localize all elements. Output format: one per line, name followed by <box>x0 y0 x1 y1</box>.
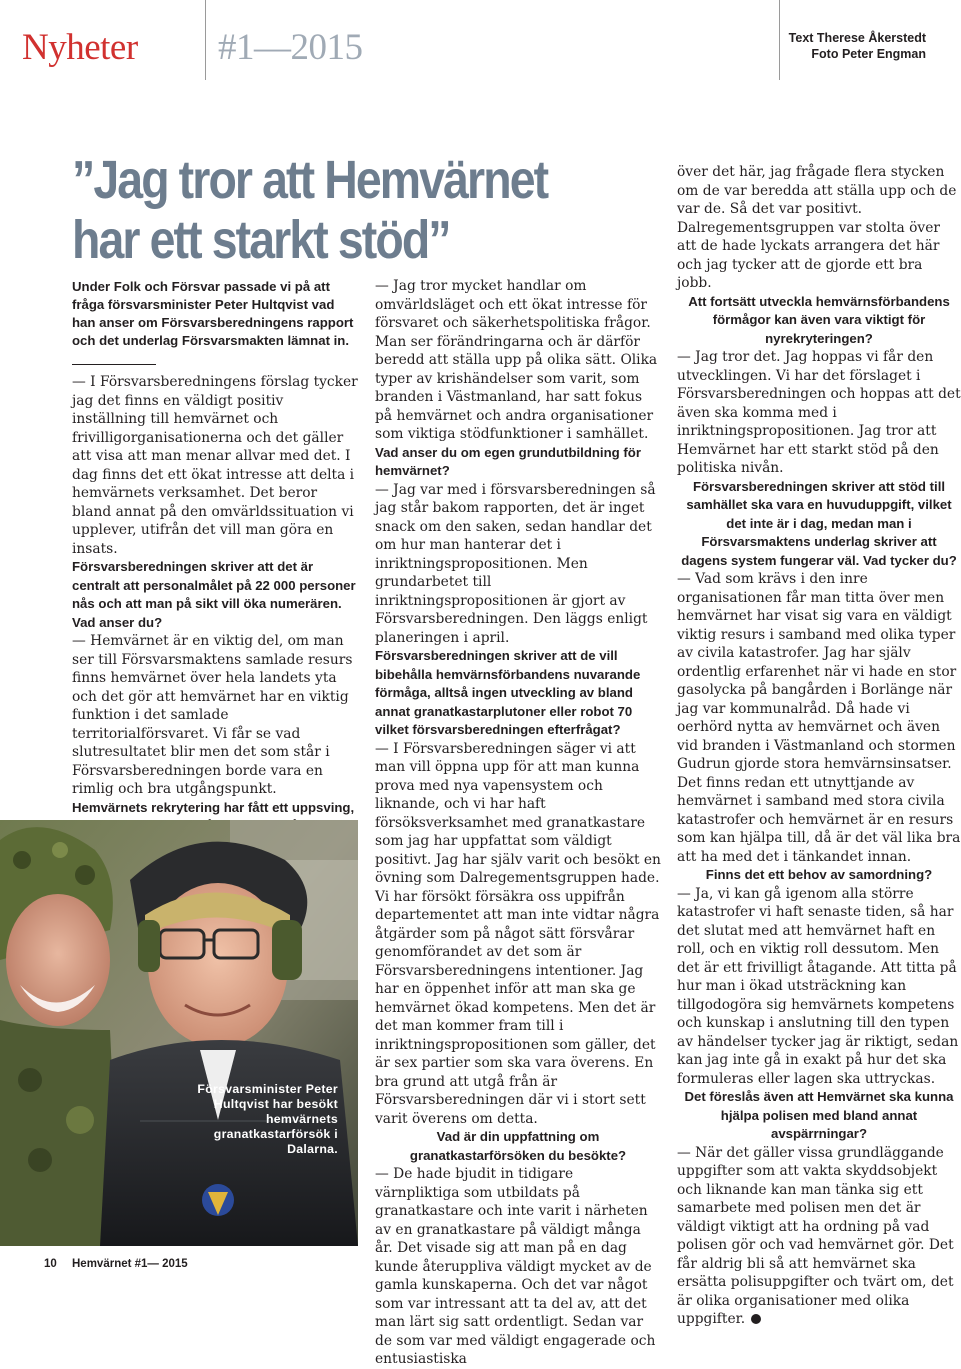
answer-paragraph: — Hemvärnet är en viktig del, om man ser till Försvarsmaktens samlade resurs finns hemvärnet över hela landets yta och det gör att hemvärnet har en viktig funktion i det samlade territorialförsvaret. Vi får se vad slutresultatet blir men det som står i Försvarsberedningen borde vara en rimlig och bra utgångspunkt. <box>72 633 353 797</box>
answer-paragraph: — Jag tror det. Jag hoppas vi får den utvecklingen. Vi har det förslaget i Försvarsberedningen och hoppas att det även ska komma med i inriktningspropositionen. Jag tror att Hemvärnet har ett starkt stöd på den politiska nivån. <box>677 349 961 476</box>
answer-paragraph: — I Försvarsberedningens förslag tycker jag det finns en väldigt positiv inställning till hemvärnet och frivilligorganisationerna och det gäller att visa att man menar allvar med det. I dag finns det ett ökat intresse att delta i hemvärnets verksamhet. Det beror bland annat på den omvärldssituation vi upplever, utifrån det vill man göra en insats. <box>72 374 358 557</box>
interview-question: Vad anser du om egen grundutbildning för hemvärnet? <box>375 444 641 478</box>
answer-paragraph: — I Försvarsberedningen säger vi att man vill öppna upp för att man kunna prova med nya vapensystem och liknande, och vi har haft försöksverksamhet med granatkastare som jag har uppfattat som väldigt positivt. Jag har själv varit och besökt en övning som Dalregementsgruppen hade. Vi har försökt försäkra oss uppifrån departementet att man inte vidtar några åtgärder som på något sätt försvårar genomförandet av det som är Försvarsberedningens intentioner. Jag har en öppenhet inför att man ska ge hemvärnet ökad kompetens. Men det är det man kommer fram till i inriktningspropositionen som gäller, det är sex partier som ska vara överens. En bra grund att utgå från är Försvarsberedningen där vi i stort sett varit överens om detta. <box>375 740 661 1127</box>
interview-question: Försvarsberedningen skriver att det är centralt att personalmålet på 22 000 personer nås och att man på sikt vill öka numerären. Vad anser du? <box>72 559 356 630</box>
byline <box>726 30 926 62</box>
section-title: Nyheter <box>22 27 138 68</box>
answer-paragraph: — Jag tror mycket handlar om omvärldsläget och ett ökat intresse för försvaret och säkerhetspolitiska frågor. Man ser förändringarna och är därför beredd att ställa upp på olika sätt. Olika typer av krishändelser som varit, som branden i Västmanland, har satt fokus på hemvärnet och andra organisationer som viktiga stödfunktioner i samhället. <box>375 278 658 442</box>
answer-paragraph <box>677 1144 961 1329</box>
article-column-1 <box>72 278 360 854</box>
article-headline <box>72 150 554 270</box>
article-photo <box>0 820 358 1246</box>
interview-question: Försvarsberedningen skriver att de vill bibehålla hemvärnsförbandens nuvarande förmåga, alltså ingen utveckling av bland annat granatkastarplutoner eller robot 70 vilket försvarsberedningen efterfrågat? <box>375 648 641 737</box>
issue-label: #1—2015 <box>218 27 363 68</box>
answer-paragraph: — Jag var med i försvarsberedningen så jag står bakom rapporten, det är inget snack om den saken, sedan handlar det om hur man hanterar det i inriktningspropositionen. Men grundarbetet till inriktningspropositionen är gjort av Försvarsberedningen. Den läggs enligt planeringen i april. <box>375 481 656 646</box>
headline-line-1: ”Jag tror att Hemvärnet <box>72 150 548 210</box>
intro-divider <box>72 364 156 365</box>
headline-line-2: har ett starkt stöd” <box>72 210 450 270</box>
photo-illustration <box>0 820 358 1246</box>
header-divider <box>205 0 206 80</box>
article-column-3 <box>677 163 961 1329</box>
answer-paragraph: — Vad som krävs i den inre organisationen får man titta över men hemvärnet har visat sig vara en väldigt viktig resurs i samband med olika typer av civila katastrofer. Jag har själv ordentlig erfarenhet när vi hade en stor gasolycka på bangården i Borlänge när jag var kommunalråd. Då hade vi oerhörd nytta av hemvärnet och även vid branden i Västmanland och stormen Gudrun gjorde stora hemvärnsinsatser. Det finns redan ett utnyttjande av hemvärnet i samband med stora civila katastrofer och hemvärnet är en resurs som kan hjälpa till, då är det väl lika bra att ha med det i tänkandet innan. <box>677 571 961 865</box>
answer-paragraph: över det här, jag frågade flera stycken om de var beredda att ställa upp och de var de. Så det var positivt. Dalregementsgruppen var stolta över att de hade lyckats arrangera det här och jag tycker att de gjorde ett bra jobb. <box>677 164 957 291</box>
interview-question: Att fortsätt utveckla hemvärnsförbandens förmågor kan även vara viktigt för nyrekryteringen? <box>688 293 950 346</box>
answer-paragraph: — De hade bjudit in tidigare värnpliktiga som utbildats på granatkastare och inte varit i närheten av en granatkastare på väldigt många år. Det visade sig att man på en dag kunde återuppliva väldigt mycket av de gamla kunskaperna. Och det var något som var intressant att ta del av, att det man lärt sig satt ordentligt. Sedan var de som var med väldigt engagerade och entusiastiska <box>375 1166 656 1367</box>
article-intro: Under Folk och Försvar passade vi på att fråga försvarsminister Peter Hultqvist vad han anser om Försvarsberedningens rapport och det underlag Försvarsmakten lämnat in. <box>72 279 354 348</box>
article-column-2 <box>375 277 661 1369</box>
interview-question: Finns det ett behov av samordning? <box>705 867 933 882</box>
photo-caption: Försvarsminister Peter Hultqvist har besökt hemvärnets granatkastarförsök i Dalarna. <box>197 1082 338 1156</box>
interview-question: Vad är din uppfattning om granatkastarförsöken du besökte? <box>409 1129 627 1163</box>
page-number: 10 <box>44 1258 57 1270</box>
answer-paragraph: — Ja, vi kan gå igenom alla större katastrofer vi haft senaste tiden, så har det slutat med att hemvärnet haft en roll, och en viktig roll dessutom. Men det är ett frivilligt åtagande. Att titta på hur man i ökad utsträckning kan tillgodogöra sig hemvärnets kompetens och kunskap i anslutning till den typen av händelser tycker jag är riktigt, sedan kan jag inte gå in exakt på hur det ska formuleras eller lagen ska uttryckas. <box>677 885 959 1087</box>
interview-question: Det föreslås även att Hemvärnet ska kunna hjälpa polisen med bland annat avspärrningar? <box>684 1089 954 1141</box>
end-mark-icon <box>751 1314 761 1324</box>
photo-credit: Foto Peter Engman <box>811 47 926 61</box>
interview-question: Hemvärnets rekrytering har fått ett uppsving, <box>72 799 355 815</box>
magazine-footer: Hemvärnet #1— 2015 <box>72 1258 188 1270</box>
text-credit: Text Therese Åkerstedt <box>788 31 926 45</box>
answer-text: — När det gäller vissa grundläggande uppgifter som att vakta skyddsobjekt och liknande kan man tänka sig ett samarbete med polisen men det är väldigt viktigt att ha ordning på vad polisen gör och vad hemvärnet gör. Det får aldrig bli så att hemvärnet ska ersätta polisuppgifter och tvärt om, det är olika organisationer med olika uppgifter. <box>677 1144 954 1327</box>
interview-question: Försvarsberedningen skriver att stöd till samhället ska vara en huvuduppgift, vilket det inte är i dag, medan man i Försvarsmaktens underlag skriver att dagens system fungerar väl. Vad tycker du? <box>681 478 957 568</box>
